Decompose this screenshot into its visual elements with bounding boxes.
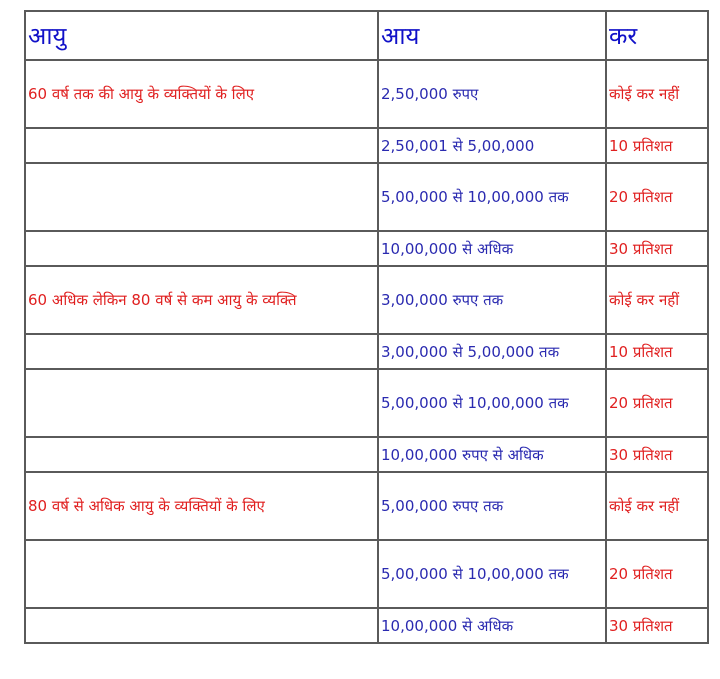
header-age: आयु: [25, 11, 378, 60]
age-cell: 60 वर्ष तक की आयु के व्यक्तियों के लिए: [25, 60, 378, 128]
tax-cell: कोई कर नहीं: [606, 472, 708, 540]
tax-cell: कोई कर नहीं: [606, 266, 708, 334]
income-cell: 10,00,000 से अधिक: [378, 231, 606, 266]
table-row: [25, 163, 708, 231]
income-cell: 2,50,001 से 5,00,000: [378, 128, 606, 163]
tax-cell: 30 प्रतिशत: [606, 231, 708, 266]
income-cell: 5,00,000 से 10,00,000 तक: [378, 369, 606, 437]
age-cell: [25, 163, 378, 231]
tax-cell: 10 प्रतिशत: [606, 128, 708, 163]
header-row: [25, 11, 708, 60]
age-cell: [25, 437, 378, 472]
table-row: [25, 437, 708, 472]
table-row: [25, 369, 708, 437]
income-cell: 2,50,000 रुपए: [378, 60, 606, 128]
age-cell: [25, 369, 378, 437]
income-cell: 10,00,000 रुपए से अधिक: [378, 437, 606, 472]
tax-cell: 20 प्रतिशत: [606, 369, 708, 437]
income-cell: 5,00,000 से 10,00,000 तक: [378, 163, 606, 231]
income-tax-slab-table: [24, 10, 709, 644]
table-row: [25, 128, 708, 163]
tax-cell: 20 प्रतिशत: [606, 163, 708, 231]
table-row: [25, 60, 708, 128]
tax-cell: 10 प्रतिशत: [606, 334, 708, 369]
age-cell: 60 अधिक लेकिन 80 वर्ष से कम आयु के व्यक्ति: [25, 266, 378, 334]
table-row: [25, 540, 708, 608]
table-row: [25, 266, 708, 334]
income-cell: 5,00,000 से 10,00,000 तक: [378, 540, 606, 608]
table-row: [25, 334, 708, 369]
header-tax: कर: [606, 11, 708, 60]
income-cell: 10,00,000 से अधिक: [378, 608, 606, 643]
age-cell: [25, 334, 378, 369]
table-row: [25, 608, 708, 643]
age-cell: [25, 128, 378, 163]
tax-cell: 30 प्रतिशत: [606, 437, 708, 472]
income-cell: 5,00,000 रुपए तक: [378, 472, 606, 540]
age-cell: 80 वर्ष से अधिक आयु के व्यक्तियों के लिए: [25, 472, 378, 540]
tax-cell: 30 प्रतिशत: [606, 608, 708, 643]
table-row: [25, 472, 708, 540]
age-cell: [25, 608, 378, 643]
age-cell: [25, 540, 378, 608]
header-income: आय: [378, 11, 606, 60]
tax-cell: कोई कर नहीं: [606, 60, 708, 128]
income-cell: 3,00,000 से 5,00,000 तक: [378, 334, 606, 369]
age-cell: [25, 231, 378, 266]
tax-cell: 20 प्रतिशत: [606, 540, 708, 608]
table-row: [25, 231, 708, 266]
income-cell: 3,00,000 रुपए तक: [378, 266, 606, 334]
